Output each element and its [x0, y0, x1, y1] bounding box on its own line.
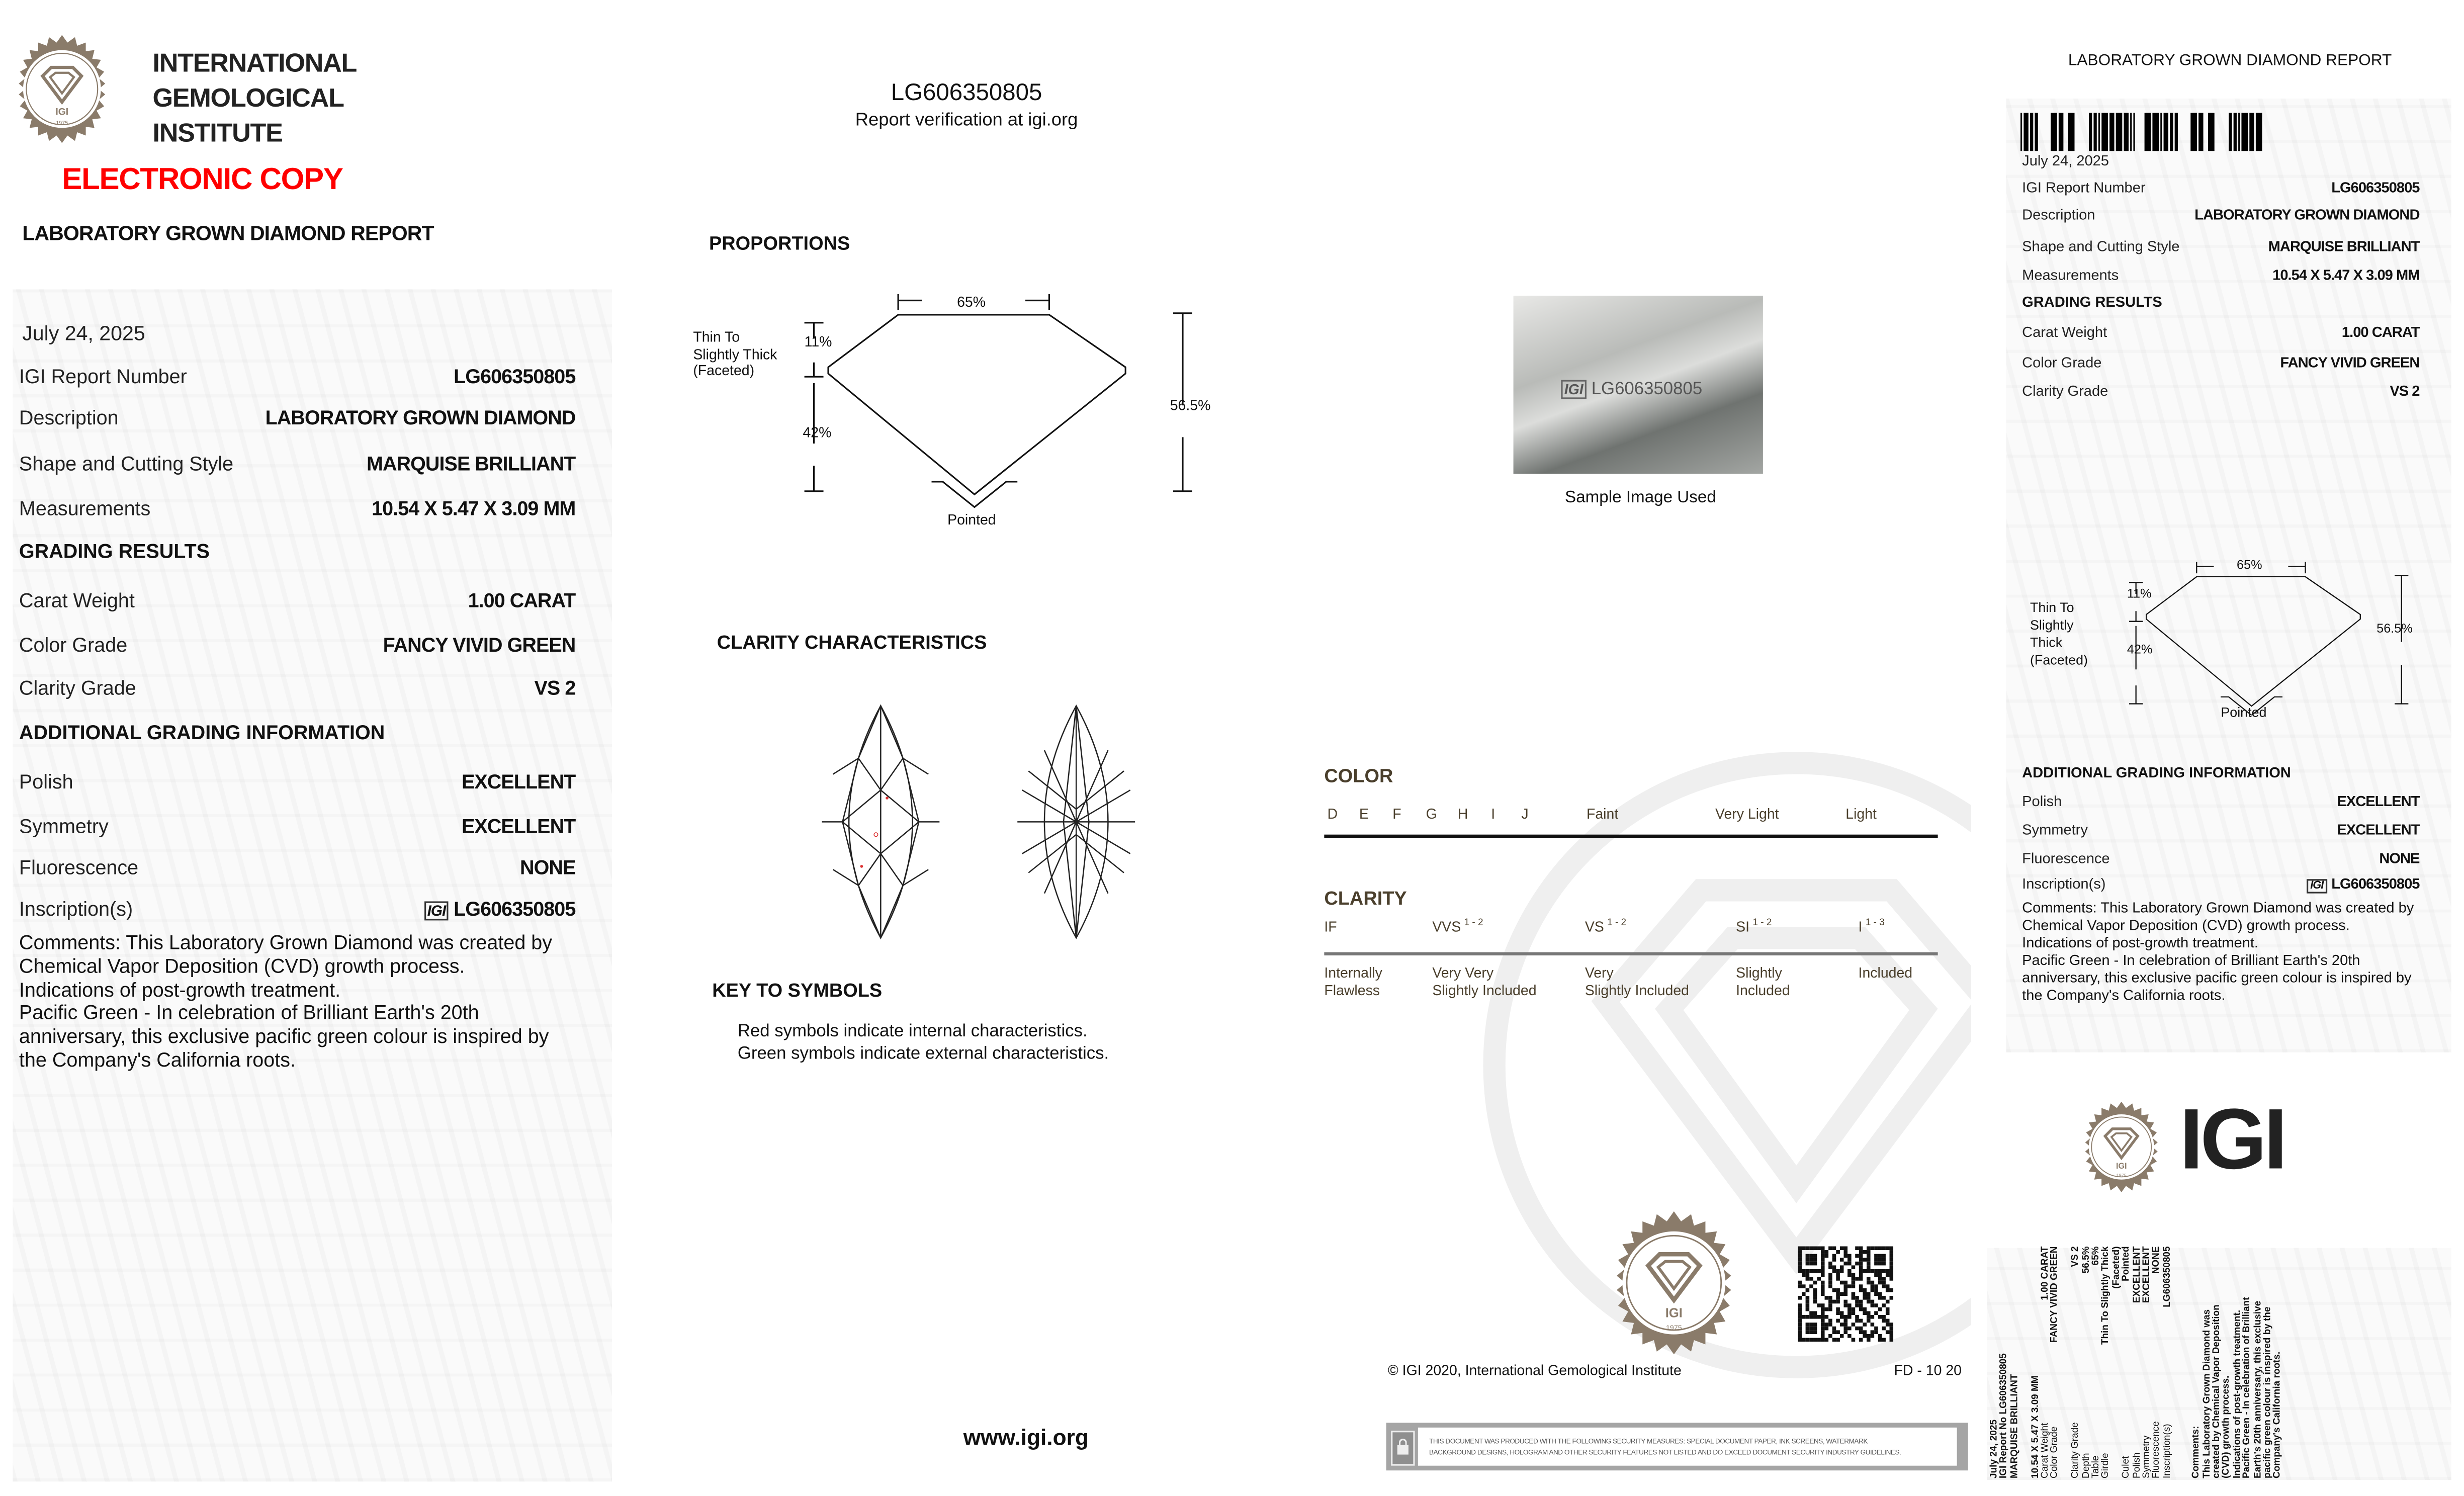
clarity-grade — [1432, 919, 1483, 935]
detail-value — [2272, 267, 2419, 283]
barcode-bar — [2093, 113, 2096, 151]
stub-label: Fluorescence — [2153, 1421, 2163, 1479]
stub-value: (Faceted) — [2112, 1246, 2122, 1289]
pavilion-percent: 42% — [803, 424, 832, 441]
clarity-code: VS — [1585, 919, 1604, 935]
barcode-bar — [2059, 113, 2063, 151]
barcode-bar — [2190, 113, 2197, 151]
comment-line: Indications of post-growth treatment. — [19, 979, 341, 1001]
detail-row — [2022, 822, 2419, 838]
clarity-desc-line: Flawless — [1324, 982, 1380, 999]
barcode-bar — [2130, 113, 2132, 151]
stub-row — [2072, 1246, 2082, 1478]
detail-value-text: EXCELLENT — [461, 771, 576, 794]
barcode-bar — [2175, 113, 2178, 151]
detail-value-text: FANCY VIVID GREEN — [383, 634, 576, 657]
copyright-text: © IGI 2020, International Gemological Institute — [1387, 1362, 1682, 1378]
stub-comment-line: Pacific Green - In celebration of Brilliant — [2243, 1297, 2253, 1479]
barcode-bar — [2023, 113, 2028, 151]
stub-row — [2102, 1246, 2112, 1478]
comment-line: Indications of post-growth treatment. — [2022, 934, 2258, 951]
barcode-bar — [2133, 113, 2135, 151]
clarity-plot-diagrams — [811, 699, 1153, 946]
stub-row — [2133, 1246, 2143, 1478]
website-link[interactable]: www.igi.org — [963, 1424, 1089, 1450]
stub-comment-line: Indications of post-growth treatment. — [2233, 1309, 2243, 1479]
detail-label: Clarity Grade — [19, 677, 136, 699]
stub-value: EXCELLENT — [2143, 1246, 2153, 1303]
detail-label: Fluorescence — [19, 856, 139, 879]
detail-label: Description — [19, 407, 119, 429]
detail-row — [2022, 324, 2419, 340]
detail-value — [2337, 793, 2419, 809]
comments — [2022, 900, 2435, 1005]
proportions-title: PROPORTIONS — [709, 232, 850, 254]
institute-line: GEMOLOGICAL — [152, 84, 344, 113]
detail-value-text: 1.00 CARAT — [468, 589, 576, 612]
barcode-bar — [2051, 113, 2057, 151]
report-number-header: LG606350805 — [891, 79, 1042, 107]
detail-row — [19, 857, 575, 879]
igi-seal-logo — [8, 35, 116, 143]
detail-value-text: FANCY VIVID GREEN — [2280, 354, 2420, 371]
detail-label: Measurements — [2022, 267, 2119, 283]
detail-value-text: 10.54 X 5.47 X 3.09 MM — [372, 497, 576, 520]
stub-row — [2041, 1246, 2051, 1478]
right-culet-label: Pointed — [2221, 704, 2267, 721]
detail-value — [454, 366, 575, 388]
clarity-description — [1432, 965, 1536, 1000]
key-line-red: Red symbols indicate internal characteristics. — [737, 1022, 1088, 1041]
stub-label: Girdle — [2102, 1453, 2112, 1479]
color-scale-title: COLOR — [1324, 764, 1393, 787]
additional-grading-title: ADDITIONAL GRADING INFORMATION — [2022, 764, 2291, 781]
stub-label: Symmetry — [2143, 1435, 2153, 1479]
igi-logo-icon: IGI — [2307, 879, 2327, 893]
detail-row — [2022, 355, 2419, 371]
detail-row — [2022, 267, 2419, 283]
stub-row — [2143, 1246, 2153, 1478]
sample-diamond-image — [1514, 296, 1763, 474]
detail-value — [424, 898, 575, 920]
stub-text: 10.54 X 5.47 X 3.09 MM — [2031, 1375, 2041, 1479]
detail-value-text: EXCELLENT — [2337, 793, 2420, 810]
detail-row — [19, 771, 575, 793]
detail-value-text: LABORATORY GROWN DIAMOND — [2194, 206, 2420, 223]
stub-comment-line: This Laboratory Grown Diamond was — [2202, 1309, 2212, 1479]
stub-label: Table — [2092, 1455, 2102, 1479]
detail-value — [534, 677, 575, 699]
stub-value: 1.00 CARAT — [2041, 1246, 2051, 1300]
stub-value: 56.5% — [2081, 1246, 2091, 1274]
stub-row — [2082, 1246, 2092, 1478]
color-grade: Faint — [1586, 806, 1619, 822]
report-stub — [1990, 1246, 2451, 1478]
stub-comment-line: pacific green colour is inspired by the — [2263, 1306, 2273, 1479]
detail-value-text: EXCELLENT — [461, 815, 576, 838]
clarity-range: 1 - 2 — [1607, 919, 1627, 929]
stub-row — [2153, 1246, 2163, 1478]
detail-value — [2342, 324, 2420, 340]
detail-value — [2307, 876, 2420, 892]
barcode-bar — [2089, 113, 2092, 151]
detail-label: Color Grade — [19, 634, 128, 657]
barcode-bar — [2256, 113, 2262, 151]
detail-value — [367, 453, 575, 475]
detail-row — [19, 816, 575, 838]
barcode-bar — [2229, 113, 2232, 151]
detail-value-text: EXCELLENT — [2337, 822, 2420, 838]
stub-line — [2031, 1246, 2041, 1478]
clarity-description — [1324, 965, 1382, 1000]
clarity-characteristics-title: CLARITY CHARACTERISTICS — [717, 631, 987, 654]
color-grade: Light — [1845, 806, 1877, 822]
barcode-bar — [2208, 113, 2215, 151]
detail-value — [372, 497, 575, 519]
detail-row — [2022, 207, 2419, 223]
clarity-grade — [1585, 919, 1626, 935]
detail-row — [2022, 383, 2419, 399]
grading-results-title: GRADING RESULTS — [2022, 294, 2162, 310]
detail-row — [19, 366, 575, 388]
barcode-bar — [2249, 113, 2254, 151]
culet-label: Pointed — [947, 511, 996, 528]
girdle-line: Slightly Thick — [693, 345, 777, 362]
color-grade: H — [1457, 806, 1468, 822]
detail-value — [2331, 180, 2419, 196]
clarity-grade — [1859, 919, 1885, 935]
clarity-code: VVS — [1432, 919, 1461, 935]
institute-name — [152, 46, 357, 151]
detail-label: Clarity Grade — [2022, 383, 2108, 399]
svg-text:1975: 1975 — [56, 120, 68, 126]
detail-value-text: MARQUISE BRILLIANT — [366, 453, 576, 476]
right-table-percent: 65% — [2236, 558, 2262, 573]
stub-value: VS 2 — [2071, 1246, 2081, 1267]
detail-row — [2022, 876, 2419, 892]
barcode-bar — [2101, 113, 2108, 151]
detail-value-text: LABORATORY GROWN DIAMOND — [265, 407, 576, 429]
detail-value — [520, 857, 575, 879]
barcode-bar — [2241, 113, 2248, 151]
crown-percent: 11% — [804, 333, 832, 350]
barcode-bar — [2068, 113, 2075, 151]
stub-value: EXCELLENT — [2132, 1246, 2142, 1303]
detail-value-text: 1.00 CARAT — [2341, 324, 2420, 340]
detail-label: Carat Weight — [19, 589, 135, 612]
color-grade: G — [1426, 806, 1437, 822]
barcode-bar — [2145, 113, 2151, 151]
detail-value-text: LG606350805 — [454, 366, 576, 388]
igi-seal-stamp — [1603, 1211, 1746, 1355]
clarity-grade — [1736, 919, 1772, 935]
stub-value: NONE — [2153, 1246, 2163, 1274]
barcode-bar — [2160, 113, 2162, 151]
stub-value: LG606350805 — [2163, 1246, 2173, 1307]
clarity-desc-line: Internally — [1324, 964, 1382, 981]
detail-value — [383, 634, 576, 656]
comment-line: Pacific Green - In celebration of Brilliant Earth's 20th anniversary, this exclusive pacific green colour is inspired by the Company's California roots. — [19, 1002, 549, 1072]
clarity-description — [1736, 965, 1790, 1000]
color-grade: I — [1491, 806, 1495, 822]
key-to-symbols-text — [738, 1022, 1109, 1065]
detail-label: IGI Report Number — [2022, 180, 2146, 196]
stub-row — [2123, 1246, 2133, 1478]
right-report-date: July 24, 2025 — [2022, 152, 2109, 169]
stub-text: IGI Report No LG606350805 — [2000, 1353, 2010, 1479]
clarity-code: I — [1858, 919, 1863, 935]
detail-label: Shape and Cutting Style — [19, 453, 234, 476]
stub-line — [2010, 1246, 2020, 1478]
barcode-bar — [2152, 113, 2159, 151]
detail-label: Measurements — [19, 497, 151, 520]
stub-label: Inscription(s) — [2163, 1424, 2173, 1479]
girdle-label — [693, 329, 777, 379]
detail-row — [19, 590, 575, 612]
stub-value: Thin To Slightly Thick — [2102, 1246, 2112, 1345]
report-date: July 24, 2025 — [22, 321, 145, 345]
detail-label: Symmetry — [2022, 822, 2088, 838]
detail-value — [2337, 822, 2419, 838]
barcode-bar — [2198, 113, 2203, 151]
stub-text: MARQUISE BRILLIANT — [2010, 1374, 2020, 1479]
stub-text: July 24, 2025 — [1990, 1419, 2000, 1479]
girdle-line: Slightly — [2030, 617, 2074, 633]
detail-value-text: VS 2 — [534, 677, 576, 699]
verification-link[interactable]: Report verification at igi.org — [855, 111, 1078, 131]
barcode-bar — [2170, 113, 2173, 151]
detail-label: Polish — [19, 771, 73, 794]
detail-value — [2268, 238, 2420, 254]
sample-inscription — [1561, 380, 1702, 399]
barcode — [2020, 113, 2262, 151]
detail-row — [19, 677, 575, 699]
clarity-range: 1 - 2 — [1752, 919, 1772, 929]
igi-logo-icon: IGI — [1561, 380, 1587, 399]
sample-inscription-text: LG606350805 — [1591, 380, 1703, 399]
detail-label: Description — [2022, 206, 2095, 223]
detail-label: Fluorescence — [2022, 850, 2110, 866]
detail-label: Inscription(s) — [2022, 875, 2106, 892]
girdle-line: Thick — [2030, 634, 2063, 650]
clarity-scale-line — [1324, 952, 1938, 955]
detail-label: Shape and Cutting Style — [2022, 238, 2180, 254]
color-grade: J — [1521, 806, 1529, 822]
girdle-line: Thin To — [2030, 599, 2074, 615]
detail-value — [266, 407, 576, 429]
barcode-bar — [2116, 113, 2123, 151]
igi-logo-icon: IGI — [424, 901, 449, 920]
comments — [19, 932, 575, 1073]
clarity-desc-line: Slightly Included — [1585, 982, 1690, 999]
barcode-bar — [2098, 113, 2100, 151]
detail-row — [19, 497, 575, 519]
key-line-green: Green symbols indicate external characteristics. — [737, 1043, 1109, 1063]
depth-percent: 56.5% — [1170, 397, 1211, 413]
stub-label: Clarity Grade — [2071, 1422, 2081, 1479]
key-to-symbols-title: KEY TO SYMBOLS — [712, 979, 883, 1002]
detail-label: Color Grade — [2022, 354, 2102, 371]
security-line: THIS DOCUMENT WAS PRODUCED WITH THE FOLLOWING SECURITY MEASURES: SPECIAL DOCUMENT PAPER, INK SCREENS, WATERMARK — [1429, 1437, 1868, 1445]
color-scale-line — [1324, 835, 1938, 838]
detail-value-text: NONE — [519, 856, 576, 879]
security-line: BACKGROUND DESIGNS, HOLOGRAM AND OTHER SECURITY FEATURES NOT LISTED AND DO EXCEED DOCUMENT SECURITY INDUSTRY GUIDELINES. — [1429, 1448, 1901, 1456]
girdle-line: Thin To — [693, 329, 740, 345]
detail-value-text: LG606350805 — [454, 898, 576, 921]
detail-label: Symmetry — [19, 815, 109, 838]
girdle-line: (Faceted) — [693, 362, 755, 379]
detail-row — [2022, 793, 2419, 809]
stub-label: Depth — [2081, 1453, 2091, 1479]
pavilion-view — [822, 706, 939, 938]
proportions-diagram — [795, 291, 1208, 514]
color-grade: D — [1327, 806, 1338, 822]
stub-label: Carat Weight — [2041, 1423, 2051, 1479]
comment-line: Pacific Green - In celebration of Brilliant Earth's 20th anniversary, this exclusive pacific green colour is inspired by the Company's California roots. — [2022, 952, 2412, 1003]
detail-value-text: VS 2 — [2390, 383, 2420, 399]
igi-seal-logo-right — [2076, 1102, 2167, 1192]
stub-row — [2051, 1246, 2061, 1478]
detail-value — [2390, 383, 2419, 399]
crown-view — [1017, 706, 1135, 938]
detail-row — [19, 634, 575, 656]
stub-row — [2163, 1246, 2173, 1478]
table-percent: 65% — [957, 294, 986, 310]
clarity-range: 1 - 3 — [1865, 919, 1885, 929]
institute-line: INTERNATIONAL — [152, 49, 357, 78]
additional-grading-title: ADDITIONAL GRADING INFORMATION — [19, 722, 385, 744]
detail-row — [2022, 850, 2419, 866]
detail-value — [2379, 850, 2419, 866]
stub-comment-line: Company's California roots. — [2273, 1351, 2283, 1479]
document-lock-icon — [1391, 1431, 1415, 1466]
stub-row — [2092, 1246, 2102, 1478]
clarity-code: IF — [1324, 919, 1337, 935]
detail-row — [19, 453, 575, 475]
clarity-description — [1585, 965, 1689, 1000]
stub-label: Color Grade — [2051, 1426, 2061, 1479]
right-pavilion-percent: 42% — [2127, 642, 2153, 657]
clarity-desc-line: Slightly — [1736, 964, 1782, 981]
barcode-bar — [2030, 113, 2033, 151]
detail-label: IGI Report Number — [19, 366, 187, 388]
stub-row — [2062, 1246, 2072, 1478]
barcode-bar — [2164, 113, 2168, 151]
right-panel-title: LABORATORY GROWN DIAMOND REPORT — [2068, 52, 2392, 70]
detail-row — [2022, 180, 2419, 196]
barcode-bar — [2035, 113, 2038, 151]
stub-line — [1990, 1246, 2000, 1478]
right-girdle-label — [2030, 599, 2088, 669]
grading-results-title: GRADING RESULTS — [19, 540, 210, 563]
barcode-bar — [2020, 113, 2022, 151]
sample-image-caption: Sample Image Used — [1565, 488, 1716, 507]
detail-value-text: LG606350805 — [2331, 180, 2420, 196]
clarity-desc-line: Included — [1858, 964, 1913, 981]
right-depth-percent: 56.5% — [2377, 622, 2413, 636]
detail-value — [2194, 207, 2419, 223]
stub-label: Polish — [2132, 1452, 2142, 1479]
security-notice — [1386, 1423, 1968, 1470]
comment-line: Comments: This Laboratory Grown Diamond was created by Chemical Vapor Deposition (CVD) growth process. — [19, 931, 553, 978]
stub-line — [2000, 1246, 2010, 1478]
detail-value — [462, 816, 575, 838]
stub-comment-line: (CVD) growth process. — [2223, 1375, 2233, 1479]
detail-value — [462, 771, 575, 793]
detail-value — [468, 590, 576, 612]
detail-row — [19, 898, 575, 920]
detail-value-text: 10.54 X 5.47 X 3.09 MM — [2272, 267, 2420, 283]
stub-label: Culet — [2122, 1456, 2132, 1479]
barcode-bar — [2234, 113, 2237, 151]
barcode-bar — [2109, 113, 2114, 151]
color-grade: F — [1392, 806, 1401, 822]
clarity-desc-line: Slightly Included — [1432, 982, 1537, 999]
clarity-code: SI — [1736, 919, 1750, 935]
comment-line: Comments: This Laboratory Grown Diamond was created by Chemical Vapor Deposition (CVD) growth process. — [2022, 900, 2414, 933]
detail-value-text: NONE — [2379, 850, 2420, 866]
qr-code[interactable] — [1798, 1246, 1893, 1342]
svg-text:IGI: IGI — [55, 106, 69, 118]
barcode-bar — [2124, 113, 2128, 151]
stub-value: FANCY VIVID GREEN — [2051, 1246, 2061, 1343]
detail-row — [2022, 238, 2419, 254]
institute-line: INSTITUTE — [152, 119, 283, 148]
form-code: FD - 10 20 — [1894, 1362, 1962, 1378]
report-title: LABORATORY GROWN DIAMOND REPORT — [22, 221, 434, 245]
stub-comment-line: Earth's 20th anniversary, this exclusive — [2253, 1300, 2263, 1479]
clarity-desc-line: Included — [1736, 982, 1790, 999]
clarity-range: 1 - 2 — [1464, 919, 1483, 929]
stub-row — [2113, 1246, 2123, 1478]
girdle-line: (Faceted) — [2030, 652, 2088, 668]
electronic-copy-label: ELECTRONIC COPY — [62, 163, 343, 198]
clarity-desc-line: Very Very — [1432, 964, 1494, 981]
detail-label: Carat Weight — [2022, 324, 2107, 340]
stub-comments-title: Comments: — [2192, 1426, 2202, 1479]
clarity-grade — [1324, 919, 1340, 935]
clarity-desc-line: Very — [1585, 964, 1614, 981]
stub-comment-line: created by Chemical Vapor Deposition — [2213, 1304, 2223, 1479]
clarity-description — [1859, 965, 1913, 983]
detail-label: Inscription(s) — [19, 898, 133, 921]
stub-value: 65% — [2092, 1246, 2102, 1266]
barcode-bar — [2238, 113, 2240, 151]
detail-value-text: MARQUISE BRILLIANT — [2268, 238, 2420, 254]
detail-label: Polish — [2022, 793, 2062, 810]
detail-row — [19, 407, 575, 429]
color-grade: E — [1359, 806, 1369, 822]
igi-wordmark: IGI — [2179, 1092, 2284, 1188]
detail-value-text: LG606350805 — [2331, 875, 2420, 892]
clarity-scale-title: CLARITY — [1324, 887, 1407, 910]
color-grade: Very Light — [1715, 806, 1779, 822]
stub-line — [2021, 1246, 2031, 1478]
detail-value — [2280, 355, 2419, 371]
stub-value: Pointed — [2122, 1246, 2132, 1282]
right-crown-percent: 11% — [2127, 586, 2152, 601]
